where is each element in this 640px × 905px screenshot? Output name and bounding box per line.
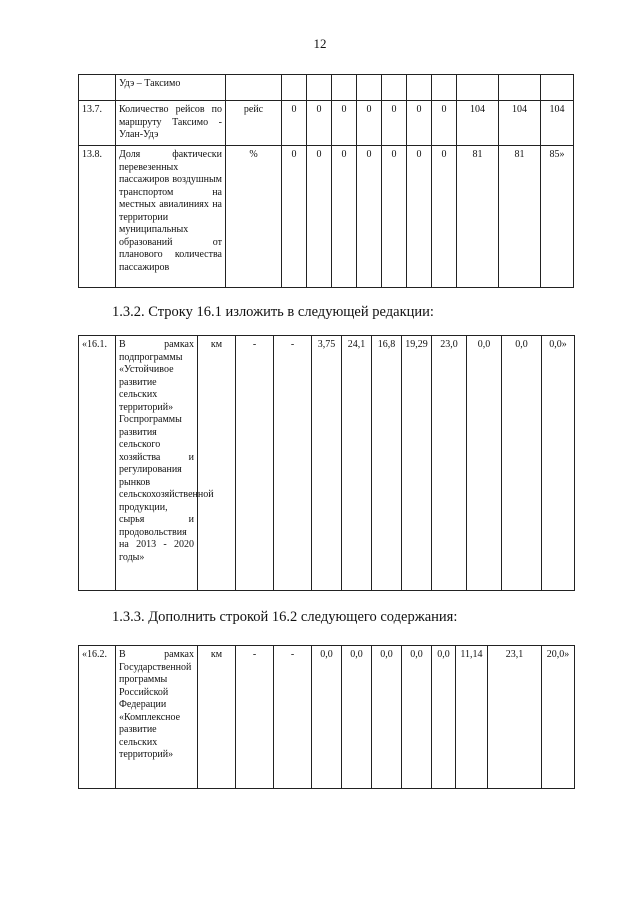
cell-value: 23,1 — [488, 646, 542, 789]
cell-value: 0,0 — [372, 646, 402, 789]
row-id: «16.1. — [79, 336, 116, 591]
cell-value: 0 — [307, 146, 332, 288]
paragraph-1-3-3: 1.3.3. Дополнить строкой 16.2 следующего содержания: — [112, 609, 458, 625]
cell-value: 0 — [407, 146, 432, 288]
cell-value: 0 — [382, 101, 407, 146]
row-id: 13.8. — [79, 146, 116, 288]
page-number: 12 — [313, 36, 327, 51]
table-row — [79, 336, 575, 591]
cell-value: 0 — [282, 146, 307, 288]
cell-value — [307, 75, 332, 101]
cell-value: 0 — [307, 101, 332, 146]
cell-value: - — [236, 646, 274, 789]
row-description: В рамках Государственной программы Российской Федерации «Комплексное развитие сельских территорий» — [116, 646, 198, 789]
cell-value: 0 — [357, 146, 382, 288]
table-row — [79, 101, 574, 146]
row-unit: км — [198, 336, 236, 591]
row-description: Удэ – Таксимо — [116, 75, 226, 101]
cell-value: 104 — [499, 101, 541, 146]
row-unit — [226, 75, 282, 101]
cell-value: 0,0» — [542, 336, 575, 591]
cell-value — [407, 75, 432, 101]
cell-value: 3,75 — [312, 336, 342, 591]
cell-value — [541, 75, 574, 101]
cell-value: 81 — [457, 146, 499, 288]
row-id — [79, 75, 116, 101]
table-row — [79, 146, 574, 288]
cell-value: 0 — [332, 101, 357, 146]
cell-value: 11,14 — [456, 646, 488, 789]
cell-value — [432, 75, 457, 101]
cell-value — [332, 75, 357, 101]
cell-value: 16,8 — [372, 336, 402, 591]
cell-value: 0 — [332, 146, 357, 288]
cell-value — [382, 75, 407, 101]
cell-value: 81 — [499, 146, 541, 288]
table-row — [79, 75, 574, 101]
cell-value: 0,0 — [502, 336, 542, 591]
cell-value: 24,1 — [342, 336, 372, 591]
cell-value: 0 — [432, 146, 457, 288]
cell-value: 0 — [432, 101, 457, 146]
cell-value: 0,0 — [312, 646, 342, 789]
cell-value — [499, 75, 541, 101]
row-id: «16.2. — [79, 646, 116, 789]
indicators-table-16-2 — [78, 645, 575, 789]
cell-value: - — [236, 336, 274, 591]
table-row — [79, 646, 575, 789]
cell-value — [357, 75, 382, 101]
cell-value: 23,0 — [432, 336, 467, 591]
cell-value: 19,29 — [402, 336, 432, 591]
cell-value: 0,0 — [467, 336, 502, 591]
cell-value — [457, 75, 499, 101]
row-unit: км — [198, 646, 236, 789]
cell-value: 20,0» — [542, 646, 575, 789]
cell-value: 0,0 — [432, 646, 456, 789]
cell-value: 85» — [541, 146, 574, 288]
row-description: Количество рейсов по маршруту Таксимо - Улан-Удэ — [116, 101, 226, 146]
row-unit: % — [226, 146, 282, 288]
cell-value: 0,0 — [342, 646, 372, 789]
cell-value: 0 — [357, 101, 382, 146]
row-unit: рейс — [226, 101, 282, 146]
indicators-table-13 — [78, 74, 574, 288]
row-description: Доля фактически перевезенных пассажиров воздушным транспортом на местных авиалиниях на территории муниципальных образований от планового количества пассажиров — [116, 146, 226, 288]
cell-value: 0 — [382, 146, 407, 288]
cell-value: - — [274, 646, 312, 789]
cell-value: 0 — [407, 101, 432, 146]
cell-value: 104 — [457, 101, 499, 146]
cell-value: 0 — [282, 101, 307, 146]
cell-value — [282, 75, 307, 101]
row-id: 13.7. — [79, 101, 116, 146]
cell-value: 0,0 — [402, 646, 432, 789]
indicators-table-16-1 — [78, 335, 575, 591]
cell-value: 104 — [541, 101, 574, 146]
row-description: В рамках подпрограммы «Устойчивое развитие сельских территорий» Госпрограммы развития сельского хозяйства и регулирования рынков сельскохозяйственной продукции, сырья и продовольствия на 2013 - 2020 годы» — [116, 336, 198, 591]
paragraph-1-3-2: 1.3.2. Строку 16.1 изложить в следующей редакции: — [112, 304, 434, 320]
cell-value: - — [274, 336, 312, 591]
